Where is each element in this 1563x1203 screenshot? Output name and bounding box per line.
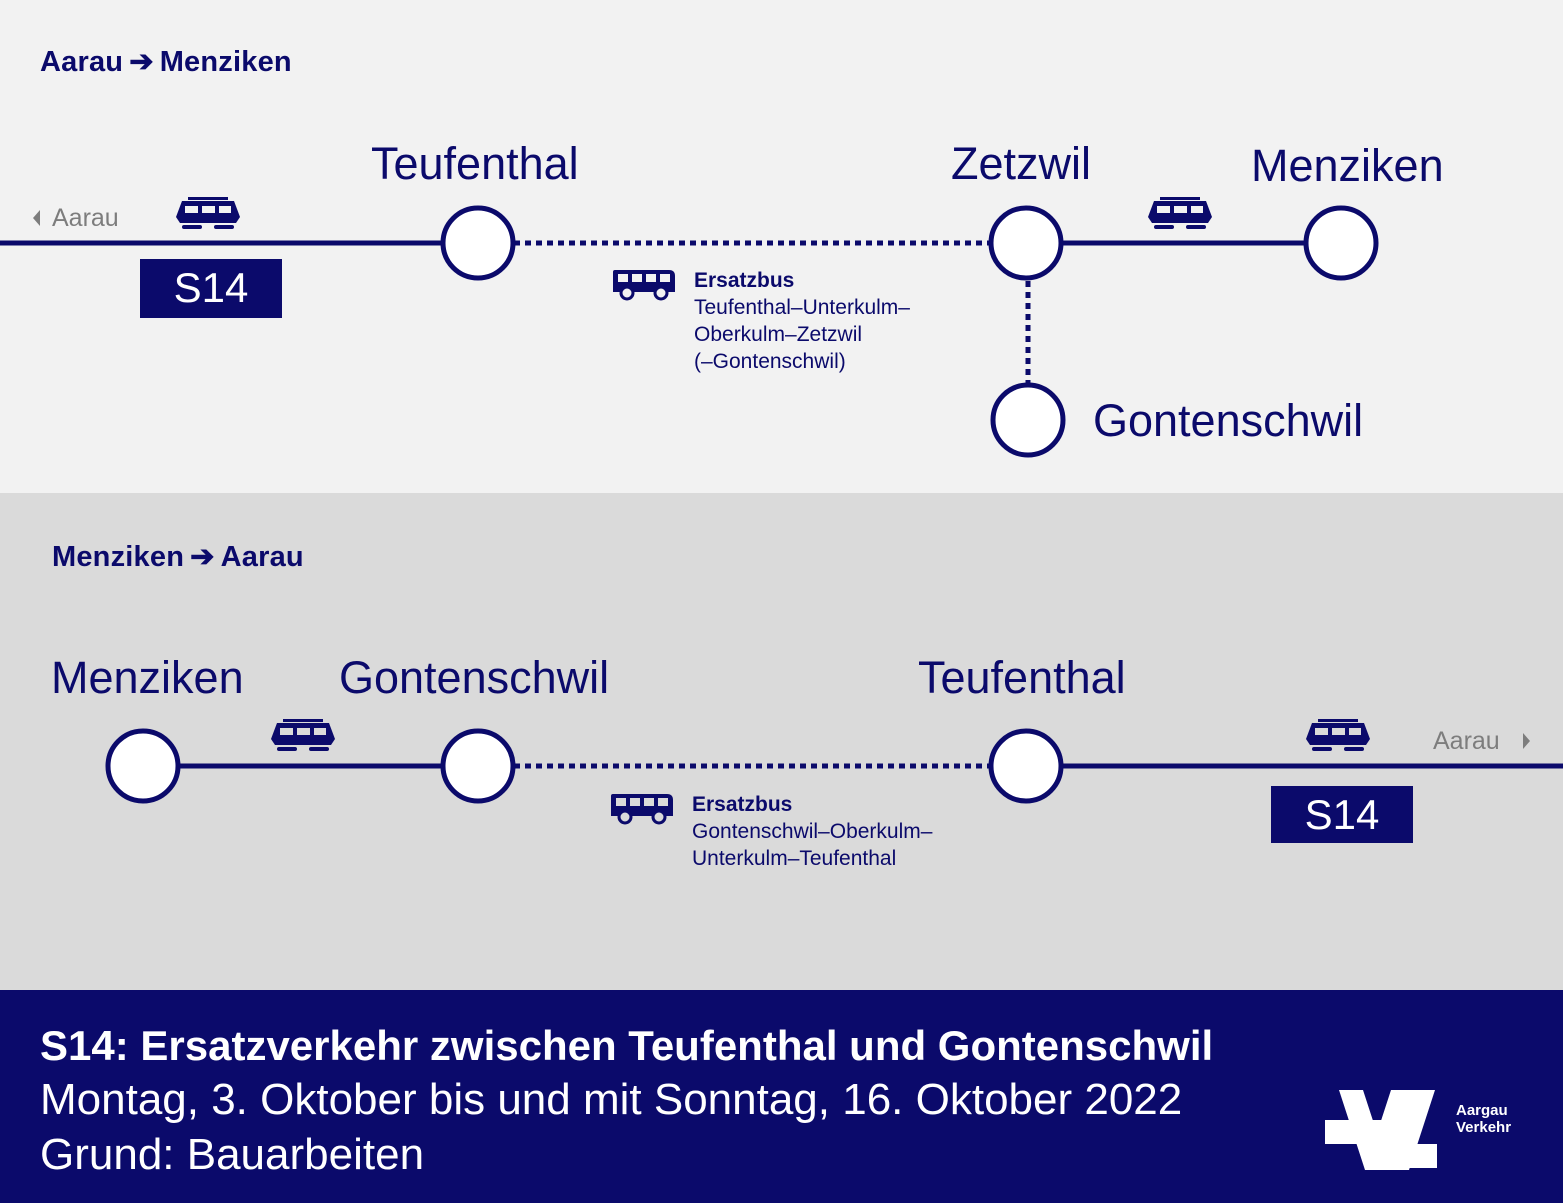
bus-note-heading: Ersatzbus bbox=[692, 793, 793, 816]
brand-line: Verkehr bbox=[1456, 1119, 1512, 1136]
brand-name bbox=[1456, 1102, 1511, 1136]
station-circle-zetzwil bbox=[991, 208, 1061, 278]
bus-note-heading: Ersatzbus bbox=[694, 269, 795, 292]
station-label-teufenthal: Teufenthal bbox=[371, 138, 579, 189]
direction-to: Aarau bbox=[220, 541, 304, 573]
bus-icon bbox=[613, 270, 675, 299]
station-label-gontenschwil: Gontenschwil bbox=[339, 652, 610, 703]
station-circle-teufenthal bbox=[991, 731, 1061, 801]
line-badge-s14: S14 bbox=[1271, 786, 1413, 843]
station-circle-gontenschwil bbox=[993, 385, 1063, 455]
triangle-left-icon bbox=[33, 210, 40, 226]
arrow-right-icon: ➔ bbox=[129, 46, 154, 78]
direction-to: Menziken bbox=[159, 46, 292, 78]
aargau-verkehr-logo bbox=[1325, 1090, 1440, 1170]
brand-line: Aargau bbox=[1456, 1102, 1508, 1119]
triangle-right-icon bbox=[1523, 733, 1530, 749]
station-label-gontenschwil: Gontenschwil bbox=[1093, 395, 1364, 446]
direction-panel-aarau-menziken bbox=[0, 0, 1563, 493]
station-circle-teufenthal bbox=[443, 208, 513, 278]
bus-note-line: Gontenschwil–Oberkulm– bbox=[692, 820, 933, 843]
route-map-bottom bbox=[0, 493, 1563, 990]
bus-note-line: Oberkulm–Zetzwil bbox=[694, 323, 863, 346]
station-label-zetzwil: Zetzwil bbox=[951, 138, 1092, 189]
bus-note-line: Teufenthal–Unterkulm– bbox=[694, 296, 910, 319]
notice-reason: Grund: Bauarbeiten bbox=[40, 1130, 425, 1179]
terminus-aarau-label: Aarau bbox=[1433, 727, 1500, 755]
train-icon bbox=[1148, 197, 1212, 229]
direction-from: Aarau bbox=[40, 46, 124, 78]
bus-note-line: Unterkulm–Teufenthal bbox=[692, 847, 897, 870]
line-badge-s14: S14 bbox=[140, 259, 282, 318]
train-icon bbox=[1306, 719, 1370, 751]
bus-icon bbox=[611, 794, 673, 823]
station-circle-menziken bbox=[108, 731, 178, 801]
bus-note-top bbox=[694, 267, 910, 375]
direction-panel-menziken-aarau bbox=[0, 493, 1563, 990]
train-icon bbox=[271, 719, 335, 751]
bus-note-bottom bbox=[692, 791, 932, 872]
terminus-aarau-label: Aarau bbox=[52, 204, 119, 232]
bus-note-line: (–Gontenschwil) bbox=[694, 350, 846, 373]
station-label-teufenthal: Teufenthal bbox=[918, 652, 1126, 703]
direction-from: Menziken bbox=[52, 541, 185, 573]
arrow-right-icon: ➔ bbox=[190, 541, 215, 573]
station-circle-gontenschwil bbox=[443, 731, 513, 801]
info-footer bbox=[0, 990, 1563, 1203]
notice-dates: Montag, 3. Oktober bis und mit Sonntag, 16. Oktober 2022 bbox=[40, 1075, 1183, 1124]
station-label-menziken: Menziken bbox=[51, 652, 244, 703]
notice-title: S14: Ersatzverkehr zwischen Teufenthal und Gontenschwil bbox=[40, 1022, 1214, 1069]
train-icon bbox=[176, 197, 240, 229]
station-label-menziken: Menziken bbox=[1251, 140, 1444, 191]
station-circle-menziken bbox=[1306, 208, 1376, 278]
